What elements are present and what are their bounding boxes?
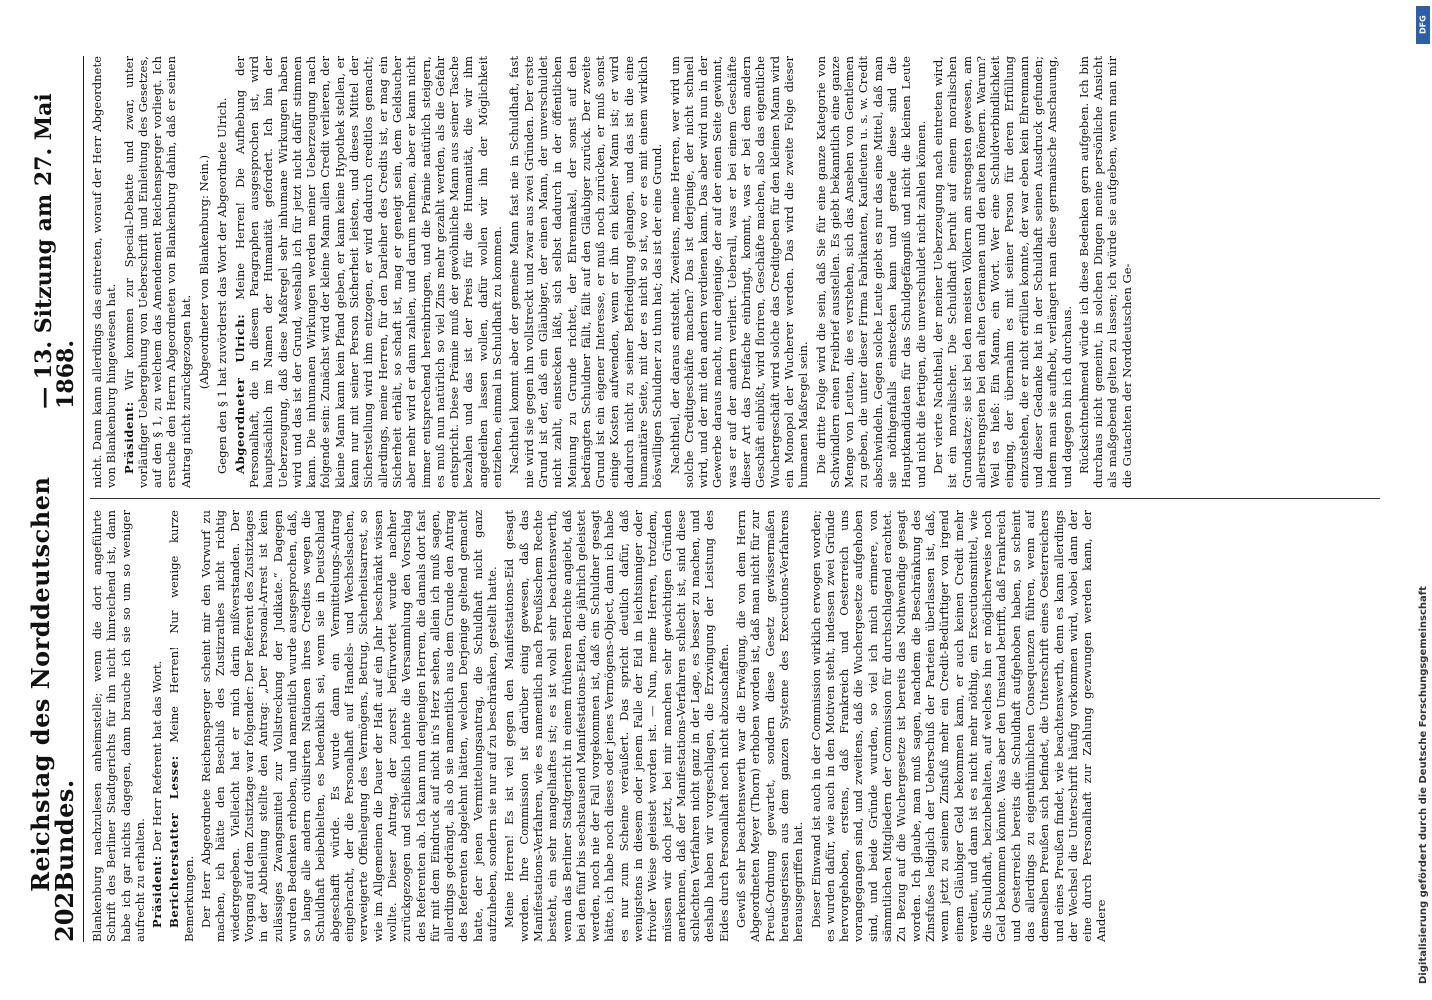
paragraph-text: Der vierte Nachtheil, der meiner Ueberzeugung nach eintreten wird, ist ein moralischer. Die Schuldhaft beruht auf einem moralischen Grundsatze; sie ist bei den meisten Völkern am strengsten gewesen, am allerstrengsten bei den alten Germanen und den alten Römern. Warum? Weil es hieß: Ein Mann, ein Wort. Wer eine Schuldverbindlichkeit einging, der übernahm es mit seiner Person für deren Erfüllung einzustehen, die er nicht erfüllen konnte, der war eben kein Ehrenmann und dieser Gedanke hat in der Schuldhaft seinen Ausdruck gefunden; indem man sie aufhebt, verlängert man diese germanische Anschauung, und dagegen bin ich durchaus. bbox=[930, 56, 1074, 488]
paragraph-text: Nachtheil, der daraus entsteht. Zweitens, meine Herren, wer wird um solche Creditgeschäfte machen? Das ist derjenige, der nicht schnell wird, und der mit den andern verdienen kann. Das aber wird nun in der Gewerbe daraus macht, nur denjenige, der auf der einen Seite gewinnt, was er auf der andern verliert. Ueberall, was er bei einem Geschäfte dieser Art das Dreifache einbringt, kommt, was er bei dem andern Geschäft einbüßt, wird floriren, Geschäfte machen, also das eigentliche Wuchergeschäft wird solche das Creditgeben für den kleinen Mann wird ein Monopol der Wucherer werden. Das wird die zweite Folge dieser humanen Maßregel sein. bbox=[667, 56, 811, 488]
body-paragraph bbox=[809, 510, 1109, 942]
speaker-name: Präsident: bbox=[150, 855, 165, 928]
body-paragraph bbox=[931, 56, 1074, 488]
speech-paragraph bbox=[167, 510, 196, 942]
paragraph-text: nicht. Dann kann allerdings das eintreten, worauf der Herr Abgeordnete von Blankenburg hingewiesen hat. bbox=[90, 56, 119, 488]
left-column bbox=[90, 510, 1390, 942]
body-paragraph bbox=[1077, 56, 1134, 488]
paragraph-text: Nachtheil kommt aber der gemeine Mann fast nie in Schuldhaft, fast nie wird sie gegen ihn vollstreckt und zwar aus zwei Gründen. Der erste Grund ist der, daß ein Gläubiger, der einen Mann, der unverschuldet nicht zahlt, einstecken läßt, sich selbst dadurch in der öffentlichen Meinung zu Grunde richtet, der Ehrenmakel, der sonst auf den bedrängten Schuldner fällt, fällt auf den Gläubiger zurück. Der zweite Grund ist ein eigener Interesse, er muß noch zurücken, er muß sonst einige Kosten aufwenden, wenn er ihn ein kleiner Mann ist; er wird dadurch nicht zu seiner Befriedigung gelangen, und das ist die eine humanitäre Seite, mit der es nicht so ist, wo er es mit einem wirklich böswilligen Schuldner zu thun hat; das ist der eine Grund. bbox=[507, 56, 665, 488]
dfg-logo: DFG bbox=[1416, 6, 1430, 44]
paragraph-text: Gegen den § 1 hat zuvörderst das Wort der Abgeordnete Ulrich. bbox=[215, 97, 230, 474]
body-paragraph bbox=[90, 56, 119, 488]
speaker-name: Präsident: bbox=[121, 401, 136, 474]
column-divider bbox=[90, 498, 1380, 499]
running-title: Reichstag des Norddeutschen Bundes. bbox=[26, 476, 79, 892]
speech-paragraph bbox=[122, 56, 193, 488]
right-column bbox=[90, 56, 1390, 488]
parenthetical-note bbox=[197, 56, 211, 488]
speech-paragraph bbox=[150, 510, 164, 942]
page-header bbox=[26, 56, 84, 942]
body-paragraph bbox=[507, 56, 664, 488]
session-title: — 13. Sitzung am 27. Mai 1868. bbox=[31, 93, 79, 409]
paragraph-text: Meine Herren! Es ist viel gegen den Manifestations-Eid gesagt worden. Ihre Commission ist darüber einig gewesen, daß das Manifestations-Verfahren, wie es namentlich nach Preußischem Rechte besteht, ein sehr mangelhaftes ist; es ist wohl sehr beachtenswerth, wenn das Berliner Stadtgericht in einem früheren Berichte angiebt, daß bei den fünf bis sechstausend Manifestations-Eiden, die jährlich geleistet werden, noch nie der Fall vorgekommen ist, daß ein Schuldner gesagt hätte, ich habe noch dieses oder jenes Vermögens-Object, dann ich habe es nur zum Scheine veräußert. Das spricht deutlich dafür, daß wenigstens in diesem oder jenem Falle der Eid in leichtsinniger oder frivoler Weise geleistet worden ist. — Nun, meine Herren, trotzdem, müssen wir doch jetzt, bei mir manchen sehr gewichtigen Gründen anerkennen, daß der Manifestations-Verfahren schlecht ist, sind diese schlechten Verfahren nicht ganz in der Lage, es besser zu machen, und deshalb haben wir vorgeschlagen, die Erzwingung der Leistung des Eides durch Personalhaft noch nicht abzuschaffen. bbox=[502, 510, 731, 942]
speech-text: Der Herr Referent hat das Wort. bbox=[150, 660, 165, 856]
body-paragraph bbox=[814, 56, 928, 488]
page-number: 202 bbox=[50, 891, 79, 942]
speech-text: Meine Herren! Die Aufhebung der Personalhaft, die in diesem Paragraphen ausgesprochen ist, wird hauptsächlich im Namen der Humanität gefordert. Ich bin der Ueberzeugung, daß diese Maßregel sehr inhumane Wirkungen haben wird und das ist der Grund, weshalb ich für jetzt nicht dafür stimmen kann. Die inhumanen Wirkungen werden meiner Ueberzeugung nach folgende sein: Zunächst wird der kleine Mann allen Credit verlieren, der kleine Mann kann kein Pfand geben, er kann keine Hypothek stellen, er kann nur mit seiner Person Sicherheit leisten, und dieses Mittel der Sicherstellung wird ihm entzogen, er wird dadurch creditlos gemacht; allerdings, meine Herren, für den Darleiher des Credits ist, er mag ein Sicherheit erhält, so schaft ist, mag er geneigt sein, dem Geldsucher aber mehr wird er dann zahlen, und darum nehmen, aber er kann nicht immer entsprechend hereinbringen, und die Prämie natürlich steigern, es muß nun natürlich so viel Zins mehr gezahlt werden, als die Gefahr entspricht. Diese Prämie muß der gewöhnliche Mann aus seiner Tasche bezahlen und das ist der Preis für die Humanität, die wir ihm angedeihen lassen wollen, dafür wollen wir ihn der Möglichkeit entziehen, einmal in Schuldhaft zu kommen. bbox=[232, 56, 505, 488]
speech-text: Meine Herren! Nur wenige kurze Bemerkungen. bbox=[167, 510, 196, 942]
paragraph-text: Rücksichtnehmend würde ich diese Bedenken gern aufgeben. Ich bin durchaus nicht gemeint, in solchen Dingen meine persönliche Ansicht als maßgebend gelten zu lassen; ich würde sie aufgeben, wenn man mir die Gutachten der Norddeutschen Ge- bbox=[1076, 56, 1134, 488]
paragraph-text: Gewiß sehr beachtenswerth war die Erwägung, die von dem Herrn Abgeordneten Meyer (Thorn) erhoben worden ist, daß man nicht für zur Preuß-Ordnung gewartet, sondern diese Gesetz gewissermaßen herausgerissen aus dem ganzen Systeme des Executions-Verfahrens herausgegriffen hat. bbox=[734, 510, 806, 942]
body-paragraph bbox=[502, 510, 731, 942]
funding-credit: Digitalisierung gefördert durch die Deutsche Forschungsgemeinschaft bbox=[1418, 586, 1429, 984]
paragraph-text: Der Herr Abgeordnete Reichensperger scheint mir den Vorwurf zu machen, ich hätte den Beschluß des Zustizrathes nicht richtig wiedergegeben. Vielleicht hat er mich darin mißverstanden. Der Vorgang auf dem Zustiztage war folgender: Der Referent des Zustiztages in der Abtheilung stellte den Antrag: „Der Personal-Arrest ist kein zulässiges Zwangsmittel zur Vollstreckung der Judikate.“ Dagegen wurden Bedenken erhoben, und namentlich wurde ausgesprochen, daß, so lange alle andern civilisirten Nationen ihres Credites wegen die Schuldhaft beibehielten, es bedenklich sei, wenn sie in Deutschland abgeschafft würde. Es wurde dann ein Vermittelungs-Antrag eingebracht, der die Personalhaft auf Handels- und Wechselsachen, verweigerte Offenlegung des Vermögens, Betrug, Sicherheitsarrest, so wie im Allgemeinen die Dauer der Haft auf ein Jahr beschränkt wissen wollte. Dieser Antrag, der zuerst befürwortet wurde nachher zurückgezogen und schließlich lehnte die Versammlung den Vorschlag des Referenten ab. Ich kann nun denjenigen Herren, die damals dort fast für mit dem Eindruck auf nicht in's Herz sehen, allein ich muß sagen, allerdings gedrängt, als ob sie namentlich aus dem Grunde den Antrag des Referenten abgelehnt hätten, welchen Derjenige geltend gemacht hatte, der jenen Vermittelungsantrag, die Schuldhaft nicht ganz aufzuheben, sondern sie nur auf zu beschränken, gestellt hatte. bbox=[199, 510, 500, 942]
body-paragraph bbox=[734, 510, 805, 942]
digitization-sidebar bbox=[1397, 0, 1432, 1000]
paragraph-text: Die dritte Folge wird die sein, daß Sie für eine ganze Kategorie von Schwindlern einen Freibrief ausstellen. Es giebt bekanntlich eine ganze Menge von Leuten, die es verstehen, sich das Ansehen von Gentlemen zu geben, die unter dieser Firma Fabrikanten, Kaufleuten u. s. w. Credit abschwindeln. Gegen solche Leute giebt es nur das eine Mittel, daß man sie nöthigenfalls einstecken kann und gerade diese sind die Hauptkandidaten für das Schuldgefängniß und nicht die kleinen Leute und nicht die fertigen, die unverschuldet nicht zahlen können. bbox=[813, 56, 928, 488]
speech-text: Wir kommen zur Special-Debatte und zwar, unter vorläufiger Uebergehung von Ueberschrift und Einleitung des Gesetzes, auf den § 1, zu welchem das Amendement Reichensperger vorliegt. Ich ersuche den Herrn Abgeordneten von Blankenburg dahin, daß er seinen Antrag nicht zurückgezogen hat. bbox=[121, 56, 193, 488]
note-text: (Abgeordneter von Blankenburg: Nein.) bbox=[197, 154, 212, 390]
speaker-name: Abgeordneter Ulrich: bbox=[232, 313, 247, 474]
speech-paragraph bbox=[233, 56, 505, 488]
body-paragraph bbox=[215, 56, 229, 488]
body-paragraph bbox=[90, 510, 147, 942]
paragraph-text: Blankenburg nachzulesen anheimstelle; wenn die dort angeführte Schrift des Berliner Stadtgerichts für ihn nicht hinreichend ist, dann habe ich gar nichts dagegen, dann brauche ich sie so um so weniger aufrecht zu erhalten. bbox=[90, 510, 147, 942]
speaker-name: Berichterstatter Lesse: bbox=[167, 755, 182, 928]
body-paragraph bbox=[668, 56, 811, 488]
body-paragraph bbox=[199, 510, 499, 942]
paragraph-text: Dieser Einwand ist auch in der Commission wirklich erwogen worden; es wurden dafür, wie auch in den Motiven steht, indessen zwei Gründe hervorgehoben, erstens, daß Frankreich und Oesterreich uns vorangegangen sind, und zweitens, daß die Wuchergesetze aufgehoben sind, und beide Gründe wurden, so viel ich mich erinnere, von sämmtlichen Mitgliedern der Commission für durchschlagend erachtet. Zu Bezug auf die Wuchergesetze ist bereits das Nothwendige gesagt worden. Ich glaube, man muß sagen, nachdem die Beschränkung des Zinsfußes lediglich der Ueberschuß der Parteien überlassen ist, daß, wenn jetzt zu seinem Zinsfuß mehr ein Credit-Bedürftiger von irgend einem Gläubiger Geld bekommen kann, er auch keinen Credit mehr verdient, und dann ist es nicht mehr nöthig, ein Executionsmittel, wie die Schuldhaft, beizubehalten, auf welches hin er möglicherweise noch Geld bekommen könnte. Was aber den Umstand betrifft, daß Frankreich und Oesterreich bereits die Schuldhaft aufgehoben haben, so scheint das allerdings zu eigenthümlichen Consequenzen führen, wenn auf demselben Preußen sich befindet, die Unterschrift eines Oesterreichers und eines Preußen findet, wie beachtenswerth, denn es kann allerdings der Wechsel die Unterschrift häufig vorkommen wird, wobei dann der eine durch Personalhaft zur Zahlung gezwungen werden kann, der Andere bbox=[808, 510, 1109, 942]
